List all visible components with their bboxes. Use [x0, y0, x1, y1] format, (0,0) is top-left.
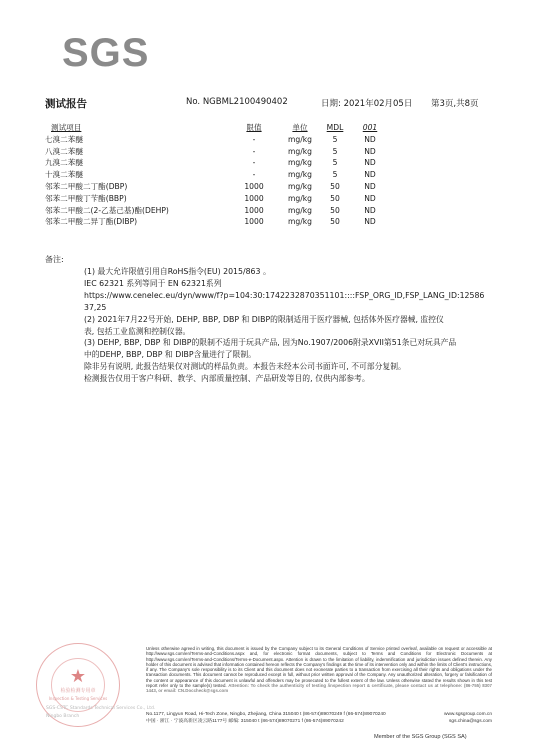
table-row [45, 193, 385, 205]
table-row [45, 134, 385, 146]
note-line: IEC 62321 系列等同于 EN 62321系列 [84, 278, 222, 288]
seal-text: 检验检测专用章 [60, 688, 96, 694]
disclaimer-body: Unless otherwise agreed in writing, this document is issued by the Company subject to its General Conditions of Service printed overleaf, available on request or accessible at http://www.sgs.com/en/Terms-and-Conditions.aspx and, for electronic format documents, subject to Terms and Conditions for Electronic Documents at http://www.sgs.com/en/Terms-and-Conditions/Terms-e-Document.aspx. Attention is drawn to the limitation of liability, indemnification and jurisdiction issues defined therein. Any holder of this document is advised that information contained hereon reflects the Company's findings at the time of its intervention only and within the limits of Client's instructions, if any. The Company's sole responsibility is to its Client and this document does not exonerate parties to a transaction from exercising all their rights and obligations under the transaction documents. This document cannot be reproduced except in full, without prior written approval of the Company. Any unauthorized alteration, forgery or falsification of the content or appearance of this document is unlawful and offenders may be prosecuted to the fullest extent of the law. Unless otherwise stated the results shown in this test report refer only to the sample(s) tested. [146, 646, 492, 689]
test-item-cell: 邻苯二甲酸二丁酯(DBP) [45, 181, 128, 191]
note-line: (1) 最大允许限值引用自RoHS指令(EU) 2015/863 。 [84, 267, 271, 276]
website: www.sgsgroup.com.cn [444, 712, 492, 717]
result-cell: ND [364, 170, 376, 180]
note-line: 中的DEHP, BBP, DBP 和 DIBP含量进行了限制。 [84, 350, 256, 360]
unit-cell: mg/kg [288, 193, 312, 203]
limit-cell: 1000 [244, 205, 264, 215]
result-cell: ND [364, 193, 376, 203]
table-row [45, 169, 385, 181]
note-line: (2) 2021年7月22号开始, DEHP, BBP, DBP 和 DIBP的限制适用于医疗器械, 包括体外医疗器械, 监控仪 [84, 314, 444, 324]
result-cell: ND [364, 134, 376, 144]
unit-cell: mg/kg [288, 134, 312, 144]
mdl-cell: 5 [332, 146, 338, 156]
mdl-cell: 50 [330, 193, 340, 203]
mdl-cell: 50 [330, 217, 340, 227]
result-cell: ND [364, 158, 376, 168]
header-test-item: 测试项目 [51, 123, 82, 132]
unit-cell: mg/kg [288, 205, 312, 215]
test-item-cell: 七溴二苯醚 [45, 134, 83, 144]
footer-line-cn [146, 718, 492, 725]
note-line: 检测报告仅用于客户科研、教学、内部质量控制、产品研发等目的, 仅供内部参考。 [84, 374, 370, 384]
note-line: https://www.cenelec.eu/dyn/www/f?p=104:30:1742232870351101::::FSP_ORG_ID,FSP_LANG_ID:12586 [84, 290, 485, 300]
test-item-cell: 邻苯二甲酸二(2-乙基己基)酯(DEHP) [45, 205, 169, 215]
limit-cell: - [252, 146, 256, 156]
test-item-cell: 邻苯二甲酸二异丁酯(DIBP) [45, 217, 138, 227]
unit-cell: mg/kg [288, 217, 312, 227]
unit-cell: mg/kg [288, 170, 312, 180]
header-unit: 单位 [292, 123, 308, 132]
mdl-cell: 50 [330, 181, 340, 191]
table-row [45, 205, 385, 217]
limit-cell: - [252, 158, 256, 168]
results-table [45, 122, 385, 228]
report-date: 日期: 2021年02月05日 [321, 99, 413, 109]
unit-cell: mg/kg [288, 158, 312, 168]
disclaimer [146, 646, 492, 694]
limit-cell: 1000 [244, 193, 264, 203]
unit-cell: mg/kg [288, 181, 312, 191]
note-line: 37,25 [84, 302, 107, 312]
header-mdl: MDL [326, 123, 344, 132]
table-body [45, 134, 385, 228]
header-result: 001 [362, 123, 378, 132]
test-item-cell: 八溴二苯醚 [45, 146, 83, 156]
table-row [45, 181, 385, 193]
mdl-cell: 5 [332, 134, 338, 144]
footer-line-en [146, 711, 492, 718]
sgs-member-note: Member of the SGS Group (SGS SA) [374, 734, 467, 740]
limit-cell: 1000 [244, 217, 264, 227]
header-limit: 限值 [246, 123, 262, 132]
table-row [45, 216, 385, 228]
test-item-cell: 九溴二苯醚 [45, 158, 83, 168]
notes-block [84, 266, 504, 385]
seal-subtext: Inspection & Testing Services [48, 696, 108, 701]
stamp-branch-faded: Ningbo Branch [46, 714, 80, 719]
result-cell: ND [364, 146, 376, 156]
logo-text: SGS [62, 31, 150, 75]
table-row [45, 157, 385, 169]
result-cell: ND [364, 217, 376, 227]
table-row [45, 146, 385, 158]
table-header-row [45, 122, 385, 134]
limit-cell: - [252, 170, 256, 180]
disclaimer-attention: Attention: To check the authenticity of testing /inspection report & certificate, please contact us at telephone: (86-755) 8307 1443, or email: CN.Doccheck@sgs.com [146, 683, 492, 694]
mdl-cell: 50 [330, 205, 340, 215]
notes-label: 备注: [45, 255, 64, 264]
address-english: No.1177, Lingyun Road, Hi-Tech Zone, Ningbo, Zhejiang, China 315040 t (86-574)89070249 f (86-574)89070240 [146, 712, 386, 717]
seal-star-icon: ★ [69, 666, 87, 687]
unit-cell: mg/kg [288, 146, 312, 156]
result-cell: ND [364, 181, 376, 191]
mdl-cell: 5 [332, 170, 338, 180]
report-number: No. NGBML2100490402 [186, 97, 288, 107]
result-cell: ND [364, 205, 376, 215]
report-title: 测试报告 [45, 98, 87, 110]
contact-email: sgs.china@sgs.com [449, 719, 492, 724]
mdl-cell: 5 [332, 158, 338, 168]
address-chinese: 中国 · 浙江 · 宁波高新区凌云路1177号 邮编: 315040 t (86-574)89070271 f (86-574)89070242 [146, 719, 344, 724]
note-line: (3) DEHP, BBP, DBP 和 DIBP的限制不适用于玩具产品, 因为No.1907/2006附录XVII第51条已对玩具产品 [84, 338, 457, 348]
sgs-logo [62, 27, 152, 79]
stamp-company-faded: SGS-CSTC Standards Technical Services Co., Ltd. [46, 706, 156, 711]
page-indicator: 第3页,共8页 [431, 99, 479, 109]
limit-cell: - [252, 134, 256, 144]
limit-cell: 1000 [244, 181, 264, 191]
note-line: 表, 包括工业监测和控制仪器。 [84, 326, 191, 336]
note-line: 除非另有说明, 此报告结果仅对测试的样品负责。本报告未经本公司书面许可, 不可部分复制。 [84, 362, 406, 372]
test-item-cell: 邻苯二甲酸丁苄酯(BBP) [45, 193, 127, 203]
test-item-cell: 十溴二苯醚 [45, 170, 83, 180]
footer-address [146, 711, 492, 725]
